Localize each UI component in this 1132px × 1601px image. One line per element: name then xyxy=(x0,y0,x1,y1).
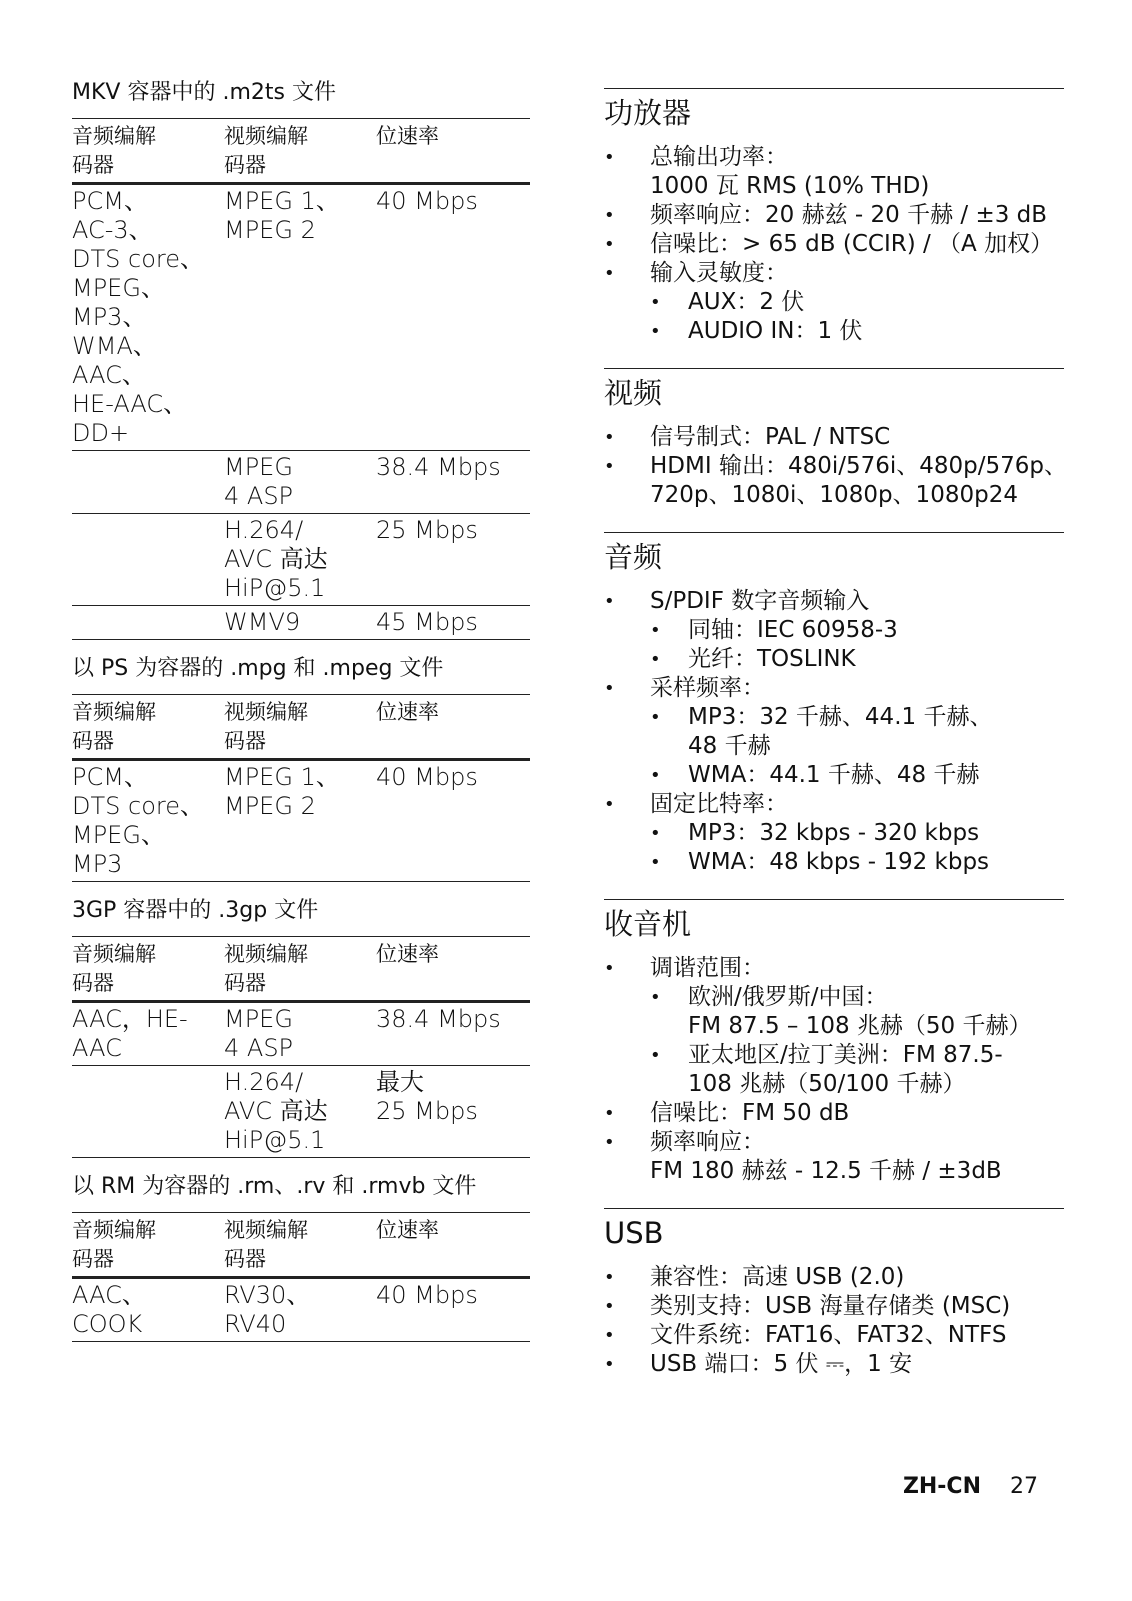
table-cell: MPEG 1、 MPEG 2 xyxy=(224,763,340,820)
section-title: USB xyxy=(604,1216,664,1250)
column-header: 位速率 xyxy=(376,124,439,148)
sub-list xyxy=(650,616,1064,674)
list-item xyxy=(604,1128,1064,1186)
spec-list xyxy=(604,1263,1064,1379)
column-header: 视频编解 码器 xyxy=(224,700,308,753)
codec-table xyxy=(72,936,530,1158)
table-cell: 最大 25 Mbps xyxy=(376,1068,478,1125)
list-item-text: • 信号制式：PAL / NTSC xyxy=(650,424,891,450)
list-item-text: • 信噪比：> 65 dB (CCIR) / （A 加权） xyxy=(650,231,1054,257)
table-cell: 40 Mbps xyxy=(376,1281,478,1309)
spec-list xyxy=(604,954,1064,1186)
table-row xyxy=(72,1066,530,1158)
table-cell: WMV9 xyxy=(224,608,301,636)
sub-list-item: • 欧洲/俄罗斯/中国： FM 87.5 – 108 兆赫（50 千赫） xyxy=(650,983,1064,1041)
table-title: 以 RM 为容器的 .rm、.rv 和 .rmvb 文件 xyxy=(72,1174,477,1199)
sub-list xyxy=(650,983,1064,1099)
list-item-text: • 采样频率： xyxy=(650,675,765,701)
list-item-text: • 频率响应：20 赫兹 - 20 千赫 / ±3 dB xyxy=(650,202,1048,228)
list-item xyxy=(604,230,1064,259)
column-header: 音频编解 码器 xyxy=(72,1218,156,1271)
table-title: 以 PS 为容器的 .mpg 和 .mpeg 文件 xyxy=(72,656,444,681)
list-item-text: • 输入灵敏度： xyxy=(650,260,788,286)
sub-list-item: • WMA：48 kbps - 192 kbps xyxy=(650,848,1064,877)
list-item-text: • S/PDIF 数字音频输入 xyxy=(650,588,870,614)
sub-list xyxy=(650,819,1064,877)
table-cell: 25 Mbps xyxy=(376,516,478,544)
spec-section xyxy=(604,368,1068,510)
column-header: 视频编解 码器 xyxy=(224,124,308,177)
list-item xyxy=(604,1350,1064,1379)
table-row xyxy=(72,184,530,451)
list-item xyxy=(604,790,1064,877)
table-cell: 45 Mbps xyxy=(376,608,478,636)
sub-list-item: • 同轴：IEC 60958-3 xyxy=(650,616,1064,645)
table-row xyxy=(72,451,530,514)
table-cell: RV30、 RV40 xyxy=(224,1281,311,1338)
column-header: 视频编解 码器 xyxy=(224,1218,308,1271)
table-cell: AAC、 COOK xyxy=(72,1281,146,1338)
table-row xyxy=(72,514,530,606)
list-item-text: • 文件系统：FAT16、FAT32、NTFS xyxy=(650,1322,1007,1348)
column-header: 音频编解 码器 xyxy=(72,124,156,177)
table-cell: 40 Mbps xyxy=(376,763,478,791)
table-cell xyxy=(72,451,224,514)
table-cell: H.264/ AVC 高达 HiP@5.1 xyxy=(224,1068,328,1154)
codec-table xyxy=(72,694,530,882)
table-row xyxy=(72,1002,530,1066)
list-item xyxy=(604,259,1064,346)
section-title: 音频 xyxy=(604,540,663,574)
table-cell: PCM、 AC-3、 DTS core、 MPEG、 MP3、 WMA、 AAC、 HE-AAC、 DD+ xyxy=(72,187,204,447)
sub-list xyxy=(650,288,1064,346)
page-number: 27 xyxy=(1010,1474,1038,1499)
list-item xyxy=(604,452,1068,510)
column-header: 视频编解 码器 xyxy=(224,942,308,995)
list-item xyxy=(604,423,1064,452)
list-item-text: • 总输出功率： 1000 瓦 RMS (10% THD) xyxy=(650,144,930,199)
list-item-text: • 频率响应： FM 180 赫兹 - 12.5 千赫 / ±3dB xyxy=(650,1129,1002,1184)
list-item xyxy=(604,143,1064,201)
list-item-text: • 类别支持：USB 海量存储类 (MSC) xyxy=(650,1293,1011,1319)
sub-list-item: • AUDIO IN：1 伏 xyxy=(650,317,1064,346)
list-item-text: • 信噪比：FM 50 dB xyxy=(650,1100,850,1126)
list-item xyxy=(604,954,1064,1099)
codec-table xyxy=(72,118,530,640)
section-title: 收音机 xyxy=(604,907,692,941)
list-item xyxy=(604,1263,1064,1292)
table-cell xyxy=(72,606,224,640)
list-item xyxy=(604,587,1064,674)
table-cell: 38.4 Mbps xyxy=(376,1005,501,1033)
table-cell: 38.4 Mbps xyxy=(376,453,501,481)
sub-list-item: • WMA：44.1 千赫、48 千赫 xyxy=(650,761,1064,790)
list-item xyxy=(604,1099,1064,1128)
column-header: 位速率 xyxy=(376,700,439,724)
spec-section xyxy=(604,899,1064,1186)
list-item-text: • 调谐范围： xyxy=(650,955,765,981)
table-cell: H.264/ AVC 高达 HiP@5.1 xyxy=(224,516,328,602)
table-title: 3GP 容器中的 .3gp 文件 xyxy=(72,898,319,923)
sub-list-item: • MP3：32 kbps - 320 kbps xyxy=(650,819,1064,848)
table-cell xyxy=(72,514,224,606)
list-item-text: • HDMI 输出：480i/576i、480p/576p、 720p、1080i、1080p、1080p24 xyxy=(650,453,1068,508)
section-title: 视频 xyxy=(604,376,663,410)
section-title: 功放器 xyxy=(604,96,692,130)
list-item-text: • 兼容性：高速 USB (2.0) xyxy=(650,1264,905,1290)
table-row xyxy=(72,606,530,640)
language-code: ZH-CN xyxy=(902,1474,981,1499)
column-header: 音频编解 码器 xyxy=(72,942,156,995)
table-row xyxy=(72,1278,530,1342)
table-row xyxy=(72,760,530,882)
table-cell: 40 Mbps xyxy=(376,187,478,215)
codec-table xyxy=(72,1212,530,1342)
column-header: 位速率 xyxy=(376,1218,439,1242)
list-item-text: • 固定比特率： xyxy=(650,791,788,817)
table-cell: PCM、 DTS core、 MPEG、 MP3 xyxy=(72,763,204,878)
sub-list-item: • 亚太地区/拉丁美洲：FM 87.5- 108 兆赫（50/100 千赫） xyxy=(650,1041,1064,1099)
column-header: 位速率 xyxy=(376,942,439,966)
spec-section xyxy=(604,1208,1064,1379)
column-header: 音频编解 码器 xyxy=(72,700,156,753)
right-column xyxy=(604,88,1068,1401)
sub-list xyxy=(650,703,1064,790)
sub-list-item: • MP3：32 千赫、44.1 千赫、 48 千赫 xyxy=(650,703,1064,761)
left-column xyxy=(72,78,532,1356)
table-cell: MPEG 1、 MPEG 2 xyxy=(224,187,340,244)
page-footer xyxy=(903,1474,1038,1499)
sub-list-item: • AUX：2 伏 xyxy=(650,288,1064,317)
sub-list-item: • 光纤：TOSLINK xyxy=(650,645,1064,674)
table-title: MKV 容器中的 .m2ts 文件 xyxy=(72,80,336,105)
spec-list xyxy=(604,143,1064,346)
list-item xyxy=(604,1321,1064,1350)
table-cell: MPEG 4 ASP xyxy=(224,453,294,510)
spec-list xyxy=(604,587,1064,877)
list-item-text: • USB 端口：5 伏 ⎓，1 安 xyxy=(650,1351,913,1377)
spec-section xyxy=(604,532,1064,877)
list-item xyxy=(604,674,1064,790)
list-item xyxy=(604,201,1064,230)
table-cell: AAC，HE- AAC xyxy=(72,1005,188,1062)
list-item xyxy=(604,1292,1064,1321)
spec-list xyxy=(604,423,1068,510)
table-cell xyxy=(72,1066,224,1158)
table-cell: MPEG 4 ASP xyxy=(224,1005,294,1062)
spec-section xyxy=(604,88,1064,346)
